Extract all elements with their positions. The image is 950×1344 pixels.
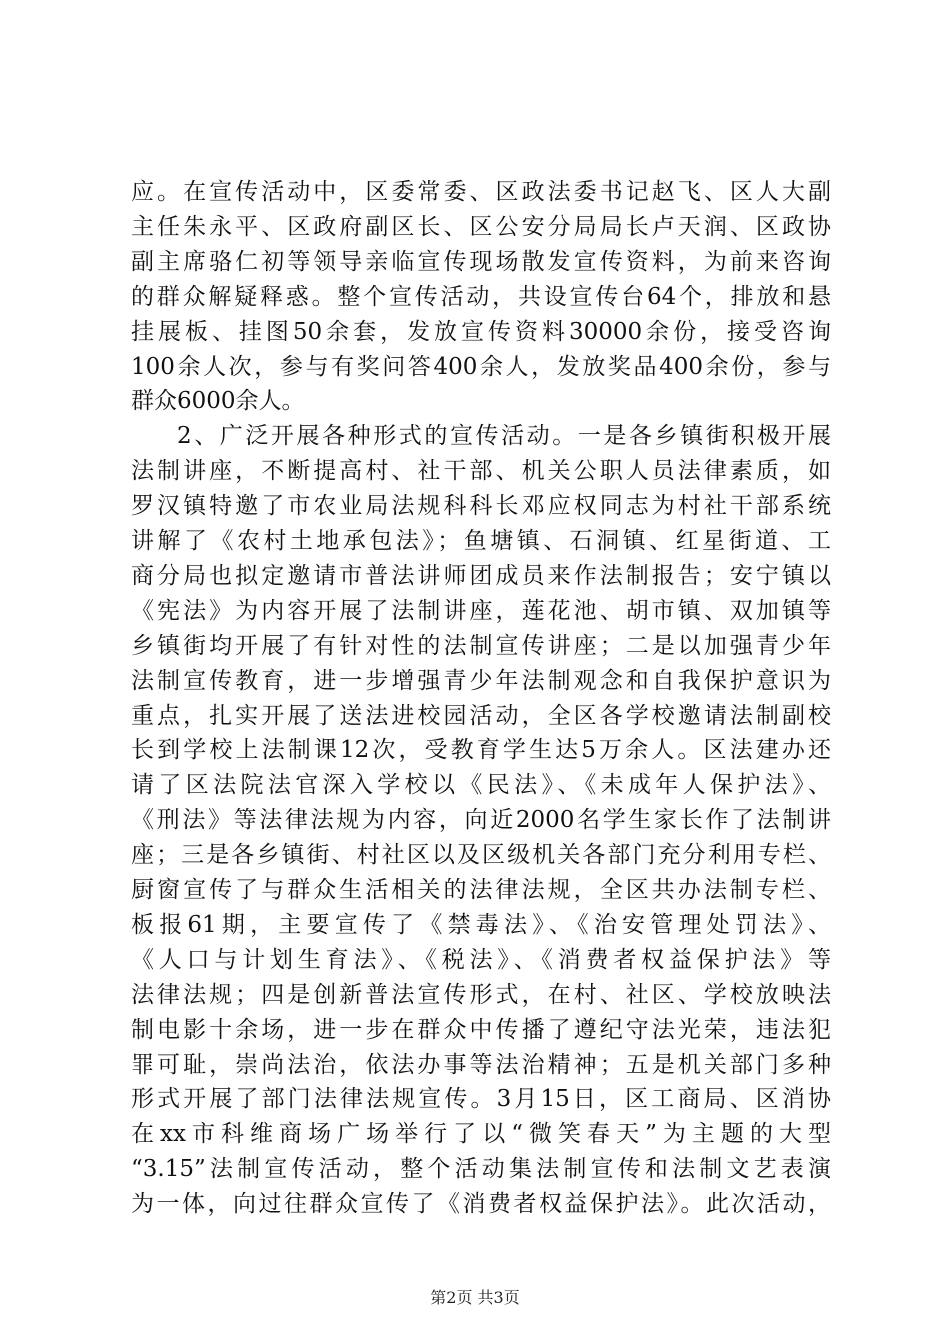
text-line: 100余人次，参与有奖问答400余人，发放奖品400余份，参与 [131,353,831,380]
text-line: 罗汉镇特邀了市农业局法规科科长邓应权同志为村社干部系统 [131,493,831,520]
text-line: 《刑法》等法律法规为内容，向近2000名学生家长作了法制讲 [131,807,831,834]
paragraph-start-line: 2、广泛开展各种形式的宣传活动。一是各乡镇街积极开展 [177,423,831,450]
text-line: 制电影十余场，进一步在群众中传播了遵纪守法光荣，违法犯 [131,1016,831,1043]
text-line: 法制宣传教育，进一步增强青少年法制观念和自我保护意识为 [131,667,831,694]
text-line: 《宪法》为内容开展了法制讲座，莲花池、胡市镇、双加镇等 [131,597,831,624]
text-line: 主任朱永平、区政府副区长、区公安分局局长卢天润、区政协 [131,213,831,240]
text-line: 商分局也拟定邀请市普法讲师团成员来作法制报告；安宁镇以 [131,562,831,589]
text-line: 长到学校上法制课12次，受教育学生达5万余人。区法建办还 [131,737,831,764]
text-line: 座；三是各乡镇街、村社区以及区级机关各部门充分利用专栏、 [131,842,831,869]
text-line: 乡镇街均开展了有针对性的法制宣传讲座；二是以加强青少年 [131,632,831,659]
text-line: 《人口与计划生育法》、《税法》、《消费者权益保护法》等 [131,946,831,973]
text-line: 形式开展了部门法律法规宣传。3月15日，区工商局、区消协 [131,1086,831,1113]
text-line: 请了区法院法官深入学校以《民法》、《未成年人保护法》、 [131,772,831,799]
text-line: 板报61期，主要宣传了《禁毒法》、《治安管理处罚法》、 [131,911,831,938]
text-line: 在xx市科维商场广场举行了以“微笑春天”为主题的大型 [131,1121,831,1148]
text-line: 法律法规；四是创新普法宣传形式，在村、社区、学校放映法 [131,981,831,1008]
text-line: 厨窗宣传了与群众生活相关的法律法规，全区共办法制专栏、 [131,877,831,903]
text-line: 讲解了《农村土地承包法》；鱼塘镇、石洞镇、红星街道、工 [131,528,831,554]
text-line: 罪可耻，崇尚法治，依法办事等法治精神；五是机关部门多种 [131,1051,831,1078]
text-line: 应。在宣传活动中，区委常委、区政法委书记赵飞、区人大副 [131,179,831,205]
text-line: 挂展板、挂图50余套，发放宣传资料30000余份，接受咨询 [131,318,831,345]
text-line: 群众6000余人。 [131,388,305,415]
text-line: 法制讲座，不断提高村、社干部、机关公职人员法律素质，如 [131,458,831,485]
text-line: 副主席骆仁初等领导亲临宣传现场散发宣传资料，为前来咨询 [131,248,831,275]
page-number: 第2页 共3页 [430,1288,520,1307]
text-line: 的群众解疑释惑。整个宣传活动，共设宣传台64个，排放和悬 [131,283,831,310]
text-line: 重点，扎实开展了送法进校园活动，全区各学校邀请法制副校 [131,702,831,729]
text-line: 为一体，向过往群众宣传了《消费者权益保护法》。此次活动， [131,1191,831,1218]
text-line: “3.15”法制宣传活动，整个活动集法制宣传和法制文艺表演 [131,1156,831,1183]
